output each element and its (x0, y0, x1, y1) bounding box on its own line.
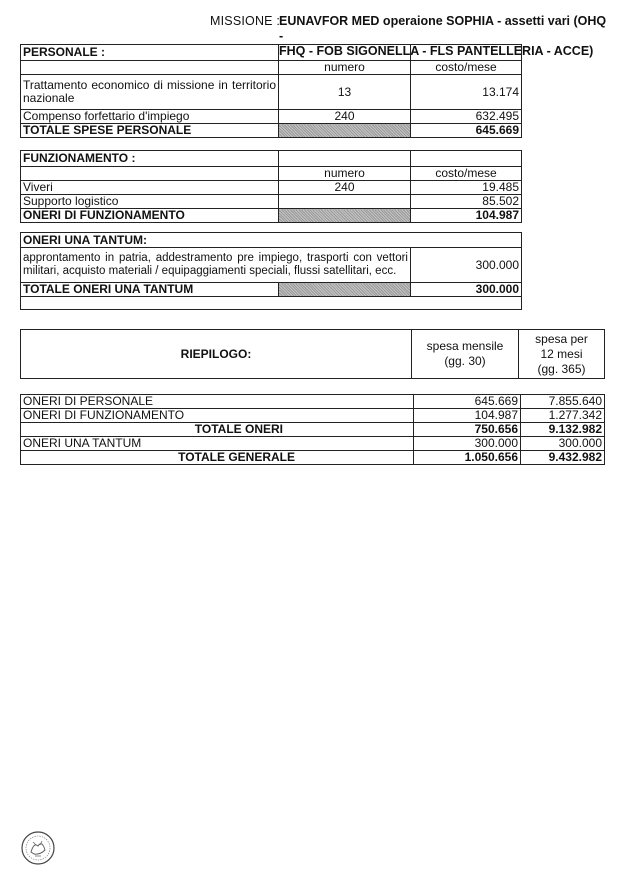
riepilogo-title: RIEPILOGO: (21, 330, 412, 379)
personale-row-label: Trattamento economico di missione in territorio nazionale (21, 75, 279, 110)
funzionamento-row-costo: 85.502 (411, 195, 522, 209)
riepilogo-header (20, 329, 605, 379)
summary-row-mensile: 300.000 (414, 437, 521, 451)
summary-row (21, 437, 605, 451)
funzionamento-table (20, 150, 522, 223)
personale-table (20, 44, 522, 138)
funzionamento-title: FUNZIONAMENTO : (21, 151, 279, 167)
funzionamento-col-numero: numero (279, 167, 411, 181)
summary-row-mensile: 645.669 (414, 395, 521, 409)
personale-title: PERSONALE : (21, 45, 279, 61)
funzionamento-row-numero: 240 (279, 181, 411, 195)
personale-row-numero: 240 (279, 110, 411, 124)
funzionamento-row-label: Viveri (21, 181, 279, 195)
shaded-cell (279, 283, 411, 297)
summary-row-label: ONERI DI FUNZIONAMENTO (21, 409, 414, 423)
personale-total-value: 645.669 (411, 124, 522, 138)
summary-row-annuale: 7.855.640 (521, 395, 605, 409)
personale-col-costo: costo/mese (411, 61, 522, 75)
summary-row-label: ONERI DI PERSONALE (21, 395, 414, 409)
funzionamento-col-costo: costo/mese (411, 167, 522, 181)
summary-row-label: ONERI UNA TANTUM (21, 437, 414, 451)
funzionamento-row-costo: 19.485 (411, 181, 522, 195)
summary-row-label: TOTALE ONERI (21, 423, 414, 437)
tantum-total-label: TOTALE ONERI UNA TANTUM (21, 283, 279, 297)
personale-row-label: Compenso forfettario d'impiego (21, 110, 279, 124)
mission-label: MISSIONE : (210, 14, 281, 28)
tantum-description: approntamento in patria, addestramento pre impiego, trasporti con vettori militari, acquisto materiali / equipaggiamenti speciali, flussi satellitari, ecc. (21, 248, 411, 283)
personale-row-costo: 632.495 (411, 110, 522, 124)
summary-row-annuale: 9.432.982 (521, 451, 605, 465)
seal-icon (20, 828, 56, 868)
mission-title-line1: EUNAVFOR MED operaione SOPHIA - assetti vari (OHQ - (279, 14, 607, 43)
tantum-title: ONERI UNA TANTUM: (21, 233, 522, 248)
summary-row-annuale: 9.132.982 (521, 423, 605, 437)
summary-row (21, 409, 605, 423)
shaded-cell (279, 209, 411, 223)
personale-row-numero: 13 (279, 75, 411, 110)
tantum-table (20, 232, 522, 310)
summary-row-mensile: 1.050.656 (414, 451, 521, 465)
tantum-value: 300.000 (411, 248, 522, 283)
personale-col-numero: numero (279, 61, 411, 75)
summary-row-annuale: 1.277.342 (521, 409, 605, 423)
summary-row (21, 395, 605, 409)
funzionamento-row-numero (279, 195, 411, 209)
summary-row-mensile: 750.656 (414, 423, 521, 437)
summary-row (21, 423, 605, 437)
summary-row-annuale: 300.000 (521, 437, 605, 451)
summary-table (20, 394, 605, 465)
summary-row (21, 451, 605, 465)
personale-row-costo: 13.174 (411, 75, 522, 110)
shaded-cell (279, 124, 411, 138)
funzionamento-total-value: 104.987 (411, 209, 522, 223)
summary-row-label: TOTALE GENERALE (21, 451, 414, 465)
riepilogo-col-annuale: spesa per 12 mesi (gg. 365) (519, 330, 605, 379)
funzionamento-total-label: ONERI DI FUNZIONAMENTO (21, 209, 279, 223)
personale-total-label: TOTALE SPESE PERSONALE (21, 124, 279, 138)
summary-row-mensile: 104.987 (414, 409, 521, 423)
tantum-total-value: 300.000 (411, 283, 522, 297)
riepilogo-col-mensile: spesa mensile (gg. 30) (412, 330, 519, 379)
funzionamento-row-label: Supporto logistico (21, 195, 279, 209)
mission-title-line2: FHQ - FOB SIGONELLA - FLS PANTELLERIA - ACCE) (279, 44, 594, 58)
